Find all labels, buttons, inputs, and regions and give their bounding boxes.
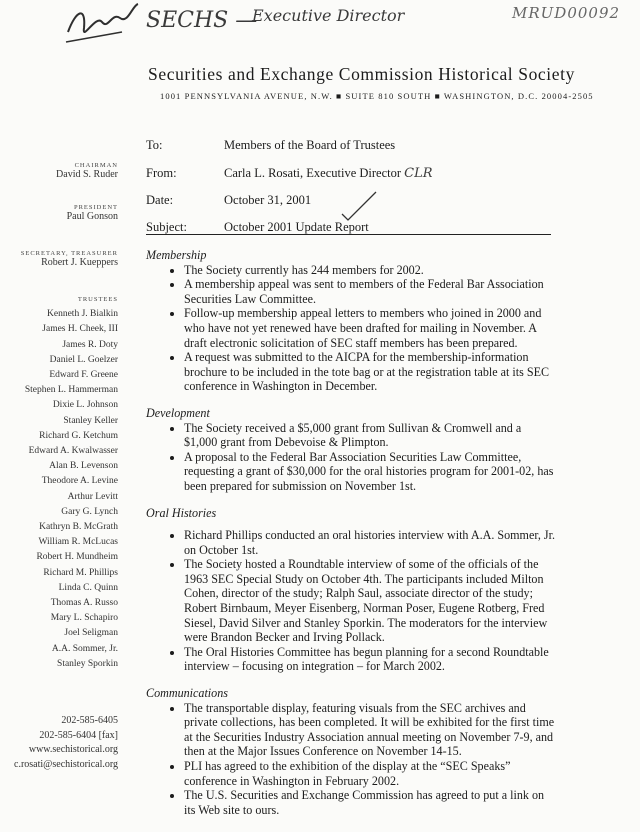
handwritten-note: Executive Director — [252, 6, 405, 25]
communications-list — [146, 701, 556, 818]
list-item: • A request was submitted to the AICPA for the membership-information brochure to be included in the tote bag or at the registration table at its SEC conference in Washington in December. — [184, 350, 556, 394]
list-item: • A proposal to the Federal Bar Association Securities Law Committee, requesting a grant of $30,000 for the oral histories program for 2001-02, has been prepared for submission on November 1st. — [184, 450, 556, 494]
trustee: Richard M. Phillips — [43, 567, 118, 578]
trustee: Theodore A. Levine — [41, 476, 118, 487]
contact-block — [14, 714, 118, 772]
list-item: • A membership appeal was sent to members of the Federal Bar Association Securities Law Committee. — [184, 277, 556, 306]
trustee: Kathryn B. McGrath — [39, 522, 118, 533]
from-label: From: — [146, 166, 177, 180]
trustee: James R. Doty — [62, 339, 118, 350]
trustee: James H. Cheek, III — [42, 324, 118, 335]
list-item: • Richard Phillips conducted an oral histories interview with A.A. Sommer, Jr. on October 1st. — [184, 528, 556, 557]
fax-number: 202-585-6404 [fax] — [39, 729, 118, 741]
list-item: • PLI has agreed to the exhibition of the display at the “SEC Speaks” conference in Washington in February 2002. — [184, 759, 556, 788]
trustee: Stephen L. Hammerman — [24, 385, 118, 396]
phone-number: 202-585-6405 — [61, 715, 118, 726]
organization-address: 1001 PENNSYLVANIA AVENUE, N.W. ■ SUITE 810 SOUTH ■ WASHINGTON, D.C. 20004-2505 — [160, 91, 594, 101]
section-title-oral-histories: Oral Histories — [146, 505, 217, 520]
trustee: Stanley Keller — [63, 415, 118, 426]
trustee: Thomas A. Russo — [50, 598, 118, 609]
section-title-communications: Communications — [146, 686, 228, 701]
trustee: Kenneth J. Bialkin — [47, 309, 118, 320]
list-item: • The Society hosted a Roundtable interview of some of the officials of the 1963 SEC Special Study on October 4th. The participants included Milton Cohen, director of the study; Ralph Saul, associate director of the study; Robert Birnbaum, Meyer Eisenberg, Norman Poser, Eugene Rotberg, Fred Siesel, David Silver and Stanley Sporkin. The moderators for the interview were Brandon Becker and Irving Pollack. — [184, 557, 556, 645]
oral-histories-list — [146, 528, 556, 674]
trustee: Stanley Sporkin — [57, 658, 118, 669]
president-name: Paul Gonson — [66, 211, 118, 222]
section-title-development: Development — [146, 405, 210, 420]
trustees-list — [25, 292, 118, 672]
chairman-name: David S. Ruder — [56, 169, 118, 180]
list-item: • The transportable display, featuring visuals from the SEC archives and private collections, has been completed. It will be exhibited for the first time at the Securities Industry Association annual meeting on November 7-9, and then at the Major Issues Conference on November 14-15. — [184, 701, 556, 759]
trustee: Linda C. Quinn — [58, 582, 118, 593]
to-label: To: — [146, 138, 163, 152]
organization-name: Securities and Exchange Commission Historical Society — [148, 64, 575, 84]
email-link[interactable]: c.rosati@sechistorical.org — [14, 758, 118, 770]
membership-list — [146, 263, 556, 394]
president-role: PRESIDENT — [73, 204, 118, 211]
to-value: Members of the Board of Trustees — [224, 138, 396, 152]
trustee: Dixie L. Johnson — [52, 400, 118, 411]
list-item: • The Oral Histories Committee has begun planning for a second Roundtable interview – focusing on integration – for March 2002. — [184, 645, 556, 674]
trustee: Daniel L. Goelzer — [49, 354, 118, 365]
header-divider — [146, 234, 551, 235]
development-list — [146, 421, 556, 494]
list-item: • The Society received a $5,000 grant from Sullivan & Cromwell and a $1,000 grant from Debevoise & Plimpton. — [184, 421, 556, 450]
subject-value: October 2001 Update Report — [224, 220, 369, 234]
trustee: Joel Seligman — [64, 628, 118, 639]
trustees-label: TRUSTEES — [77, 296, 118, 303]
website-link[interactable]: www.sechistorical.org — [28, 744, 118, 756]
trustee: Mary L. Schapiro — [50, 613, 118, 624]
from-value: Carla L. Rosati, Executive Director CLR — [224, 166, 433, 181]
trustee: A.A. Sommer, Jr. — [51, 643, 118, 654]
list-item: • The Society currently has 244 members for 2002. — [184, 263, 556, 278]
trustee: William R. McLucas — [38, 537, 118, 548]
date-value: October 31, 2001 — [224, 193, 312, 207]
report-body — [146, 248, 556, 817]
trustee: Edward F. Greene — [49, 370, 118, 381]
section-title-membership: Membership — [146, 248, 207, 262]
secretary-role: SECRETARY, TREASURER — [20, 250, 118, 257]
trustee: Gary G. Lynch — [61, 506, 118, 517]
secretary-name: Robert J. Kueppers — [41, 257, 118, 268]
trustee: Richard G. Ketchum — [39, 430, 118, 441]
trustee: Robert H. Mundheim — [36, 552, 118, 563]
date-label: Date: — [146, 193, 174, 207]
chairman-role: CHAIRMAN — [74, 162, 118, 169]
handwritten-scribble — [62, 2, 142, 48]
chairman-block — [56, 162, 118, 180]
list-item: • Follow-up membership appeal letters to members who joined in 2000 and who have not yet renewed have been drafted for mailing in November. A draft electronic solicitation of SEC staff members has been prepared. — [184, 306, 556, 350]
trustee: Arthur Levitt — [67, 491, 118, 502]
trustee: Alan B. Levenson — [49, 461, 118, 472]
subject-label: Subject: — [146, 220, 187, 234]
handwritten-code: MRUD00092 — [512, 4, 621, 22]
handwritten-label: SECHS — — [146, 8, 258, 33]
list-item: • The U.S. Securities and Exchange Commission has agreed to put a link on its Web site to ours. — [184, 788, 556, 817]
trustee: Edward A. Kwalwasser — [28, 446, 118, 457]
handwritten-initials: CLR — [404, 166, 433, 181]
president-block — [67, 204, 118, 222]
secretary-block — [21, 250, 118, 268]
